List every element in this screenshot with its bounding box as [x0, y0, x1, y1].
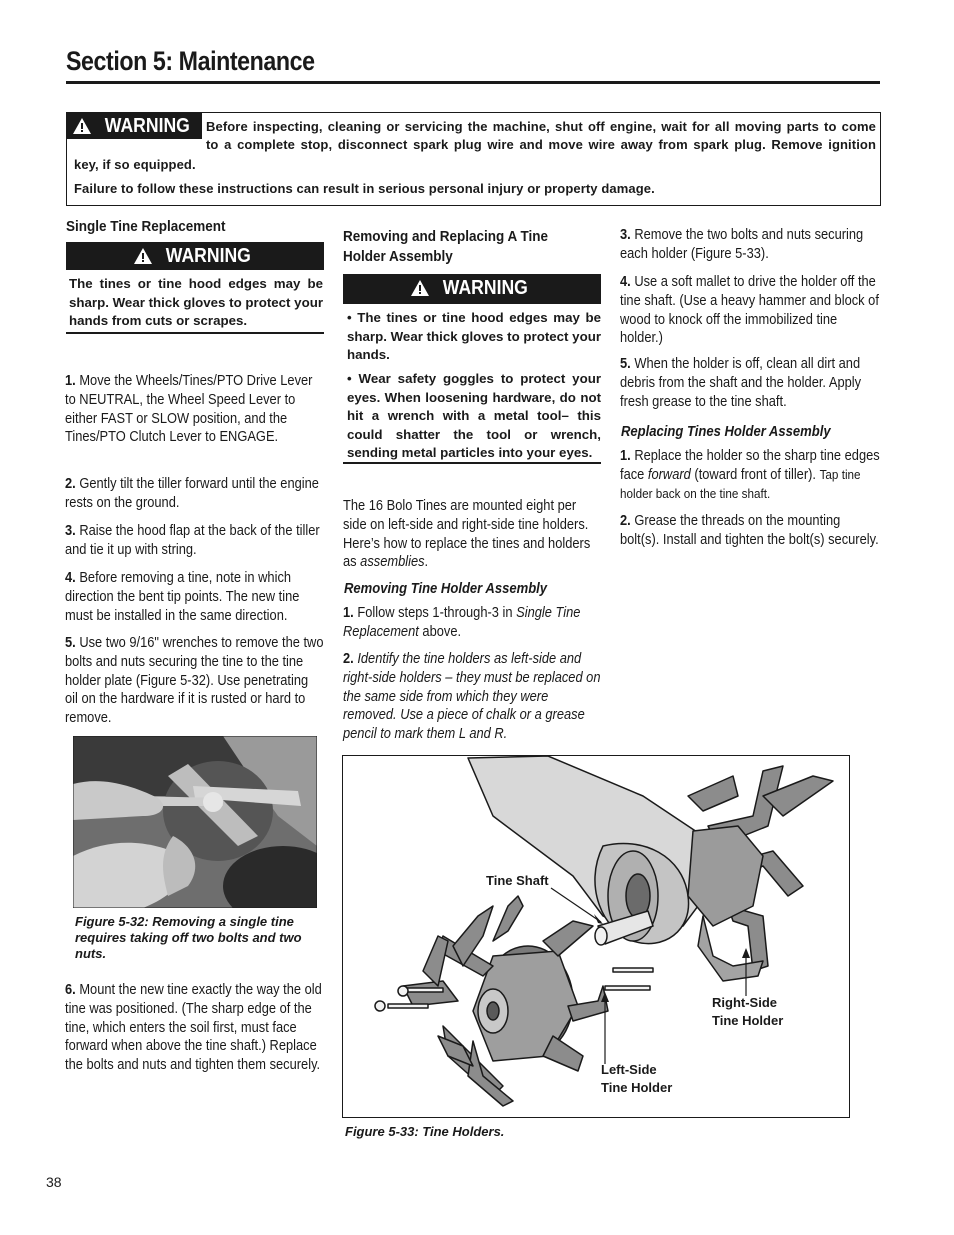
warning-triangle-icon: [134, 248, 152, 264]
title-rule: [66, 81, 880, 84]
col3-replace-step-1: 1. Replace the holder so the sharp tine edges face forward (toward front of tiller). Tap tine holder back on the tine shaft.: [620, 448, 880, 501]
figure-5-33-illustration: [343, 756, 849, 1117]
col2-intro: The 16 Bolo Tines are mounted eight per side on left-side and right-side tine holders. Here’s how to replace the tines and holders as assemblies.: [343, 498, 591, 571]
top-warning-line3: key, if so equipped.: [74, 157, 196, 172]
top-warning-badge: [66, 113, 202, 139]
figure-5-32-photo: [73, 736, 317, 908]
col3-step-4: 4. Use a soft mallet to drive the holder off the tine shaft. (Use a heavy hammer and block of wood to knock off the immobilized tine holder.): [620, 274, 879, 347]
col2-step-1: 1. Follow steps 1-through-3 in Single Tine Replacement above.: [343, 605, 581, 640]
col2-warning-rule: [343, 462, 601, 464]
col1-step-2: 2. Gently tilt the tiller forward until the engine rests on the ground.: [65, 476, 319, 511]
warning-label: WARNING: [442, 276, 528, 299]
col1-step-1: 1. Move the Wheels/Tines/PTO Drive Lever to NEUTRAL, the Wheel Speed Lever to either FAST or SLOW position, and the Tines/PTO Clutch Lever to ENGAGE.: [65, 373, 313, 446]
tine-shaft-label: Tine Shaft: [486, 873, 549, 888]
tine-holder-heading: Removing and Replacing A Tine Holder Assembly: [343, 228, 549, 265]
warning-label: WARNING: [165, 244, 251, 267]
figure-5-32-caption: Figure 5-32: Removing a single tine requires taking off two bolts and two nuts.: [75, 914, 302, 961]
col2-warning-badge: [343, 274, 601, 302]
col2-warning-top-rule: [343, 302, 601, 304]
warning-triangle-icon: [73, 118, 91, 134]
col3-replace-step-2: 2. Grease the threads on the mounting bolt(s). Install and tighten the bolt(s) securely.: [620, 513, 879, 548]
left-holder-label: Left-Side Tine Holder: [601, 1062, 673, 1095]
col1-warning-text: The tines or tine hood edges may be sharp. Wear thick gloves to protect your hands from cuts or scrapes.: [69, 276, 323, 328]
removing-subheading: Removing Tine Holder Assembly: [344, 581, 548, 597]
col2-warning-bullet-2: • Wear safety goggles to protect your eyes. When loosening hardware, do not hit a wrench with a metal tool– this could shatter the tool or wrench, sending metal particles into your eyes.: [347, 371, 601, 460]
right-holder-label: Right-Side Tine Holder: [712, 995, 784, 1028]
top-warning-line2: to a complete stop, disconnect spark plug wire and move wire away from spark plug. Remove ignition: [206, 137, 876, 152]
top-warning-line1: Before inspecting, cleaning or servicing the machine, shut off engine, wait for all moving parts to come: [206, 119, 876, 134]
col1-step-6: 6. Mount the new tine exactly the way the old tine was positioned. (The sharp edge of the tine, which enters the soil first, must face forward when above the tine shaft.) Replace the bolts and nuts and tighten them securely.: [65, 982, 322, 1074]
warning-triangle-icon: [411, 280, 429, 296]
col1-step-3: 3. Raise the hood flap at the back of the tiller and tie it up with string.: [65, 523, 320, 558]
top-warning-line4: Failure to follow these instructions can result in serious personal injury or property damage.: [74, 181, 655, 196]
page-title: Section 5: Maintenance: [66, 46, 315, 76]
replacing-subheading: Replacing Tines Holder Assembly: [621, 424, 831, 440]
col2-warning-bullet-1: • The tines or tine hood edges may be sharp. Wear thick gloves to protect your hands.: [347, 310, 601, 362]
warning-label: WARNING: [104, 114, 190, 137]
col2-step-2: 2. Identify the tine holders as left-side and right-side holders – they must be replaced on the same side from which they were removed. Use a piece of chalk or a grease pencil to mark them L and R.: [343, 651, 601, 743]
col3-step-5: 5. When the holder is off, clean all dirt and debris from the shaft and the holder. Apply fresh grease to the tine shaft.: [620, 356, 862, 410]
single-tine-heading: Single Tine Replacement: [66, 218, 226, 235]
col1-warning-badge: [66, 242, 324, 270]
col3-step-3: 3. Remove the two bolts and nuts securing each holder (Figure 5-33).: [620, 227, 864, 262]
col1-warning-rule: [66, 332, 324, 334]
figure-5-33-caption: Figure 5-33: Tine Holders.: [345, 1124, 505, 1139]
page-number: 38: [46, 1174, 62, 1190]
col1-step-5: 5. Use two 9/16" wrenches to remove the two bolts and nuts securing the tine to the tine holder plate (Figure 5-32). Use penetrating oil on the hardware if it is rusted or hard to remove.: [65, 635, 324, 727]
col1-step-4: 4. Before removing a tine, note in which direction the bent tip points. The new tine must be installed in the same direction.: [65, 570, 300, 624]
